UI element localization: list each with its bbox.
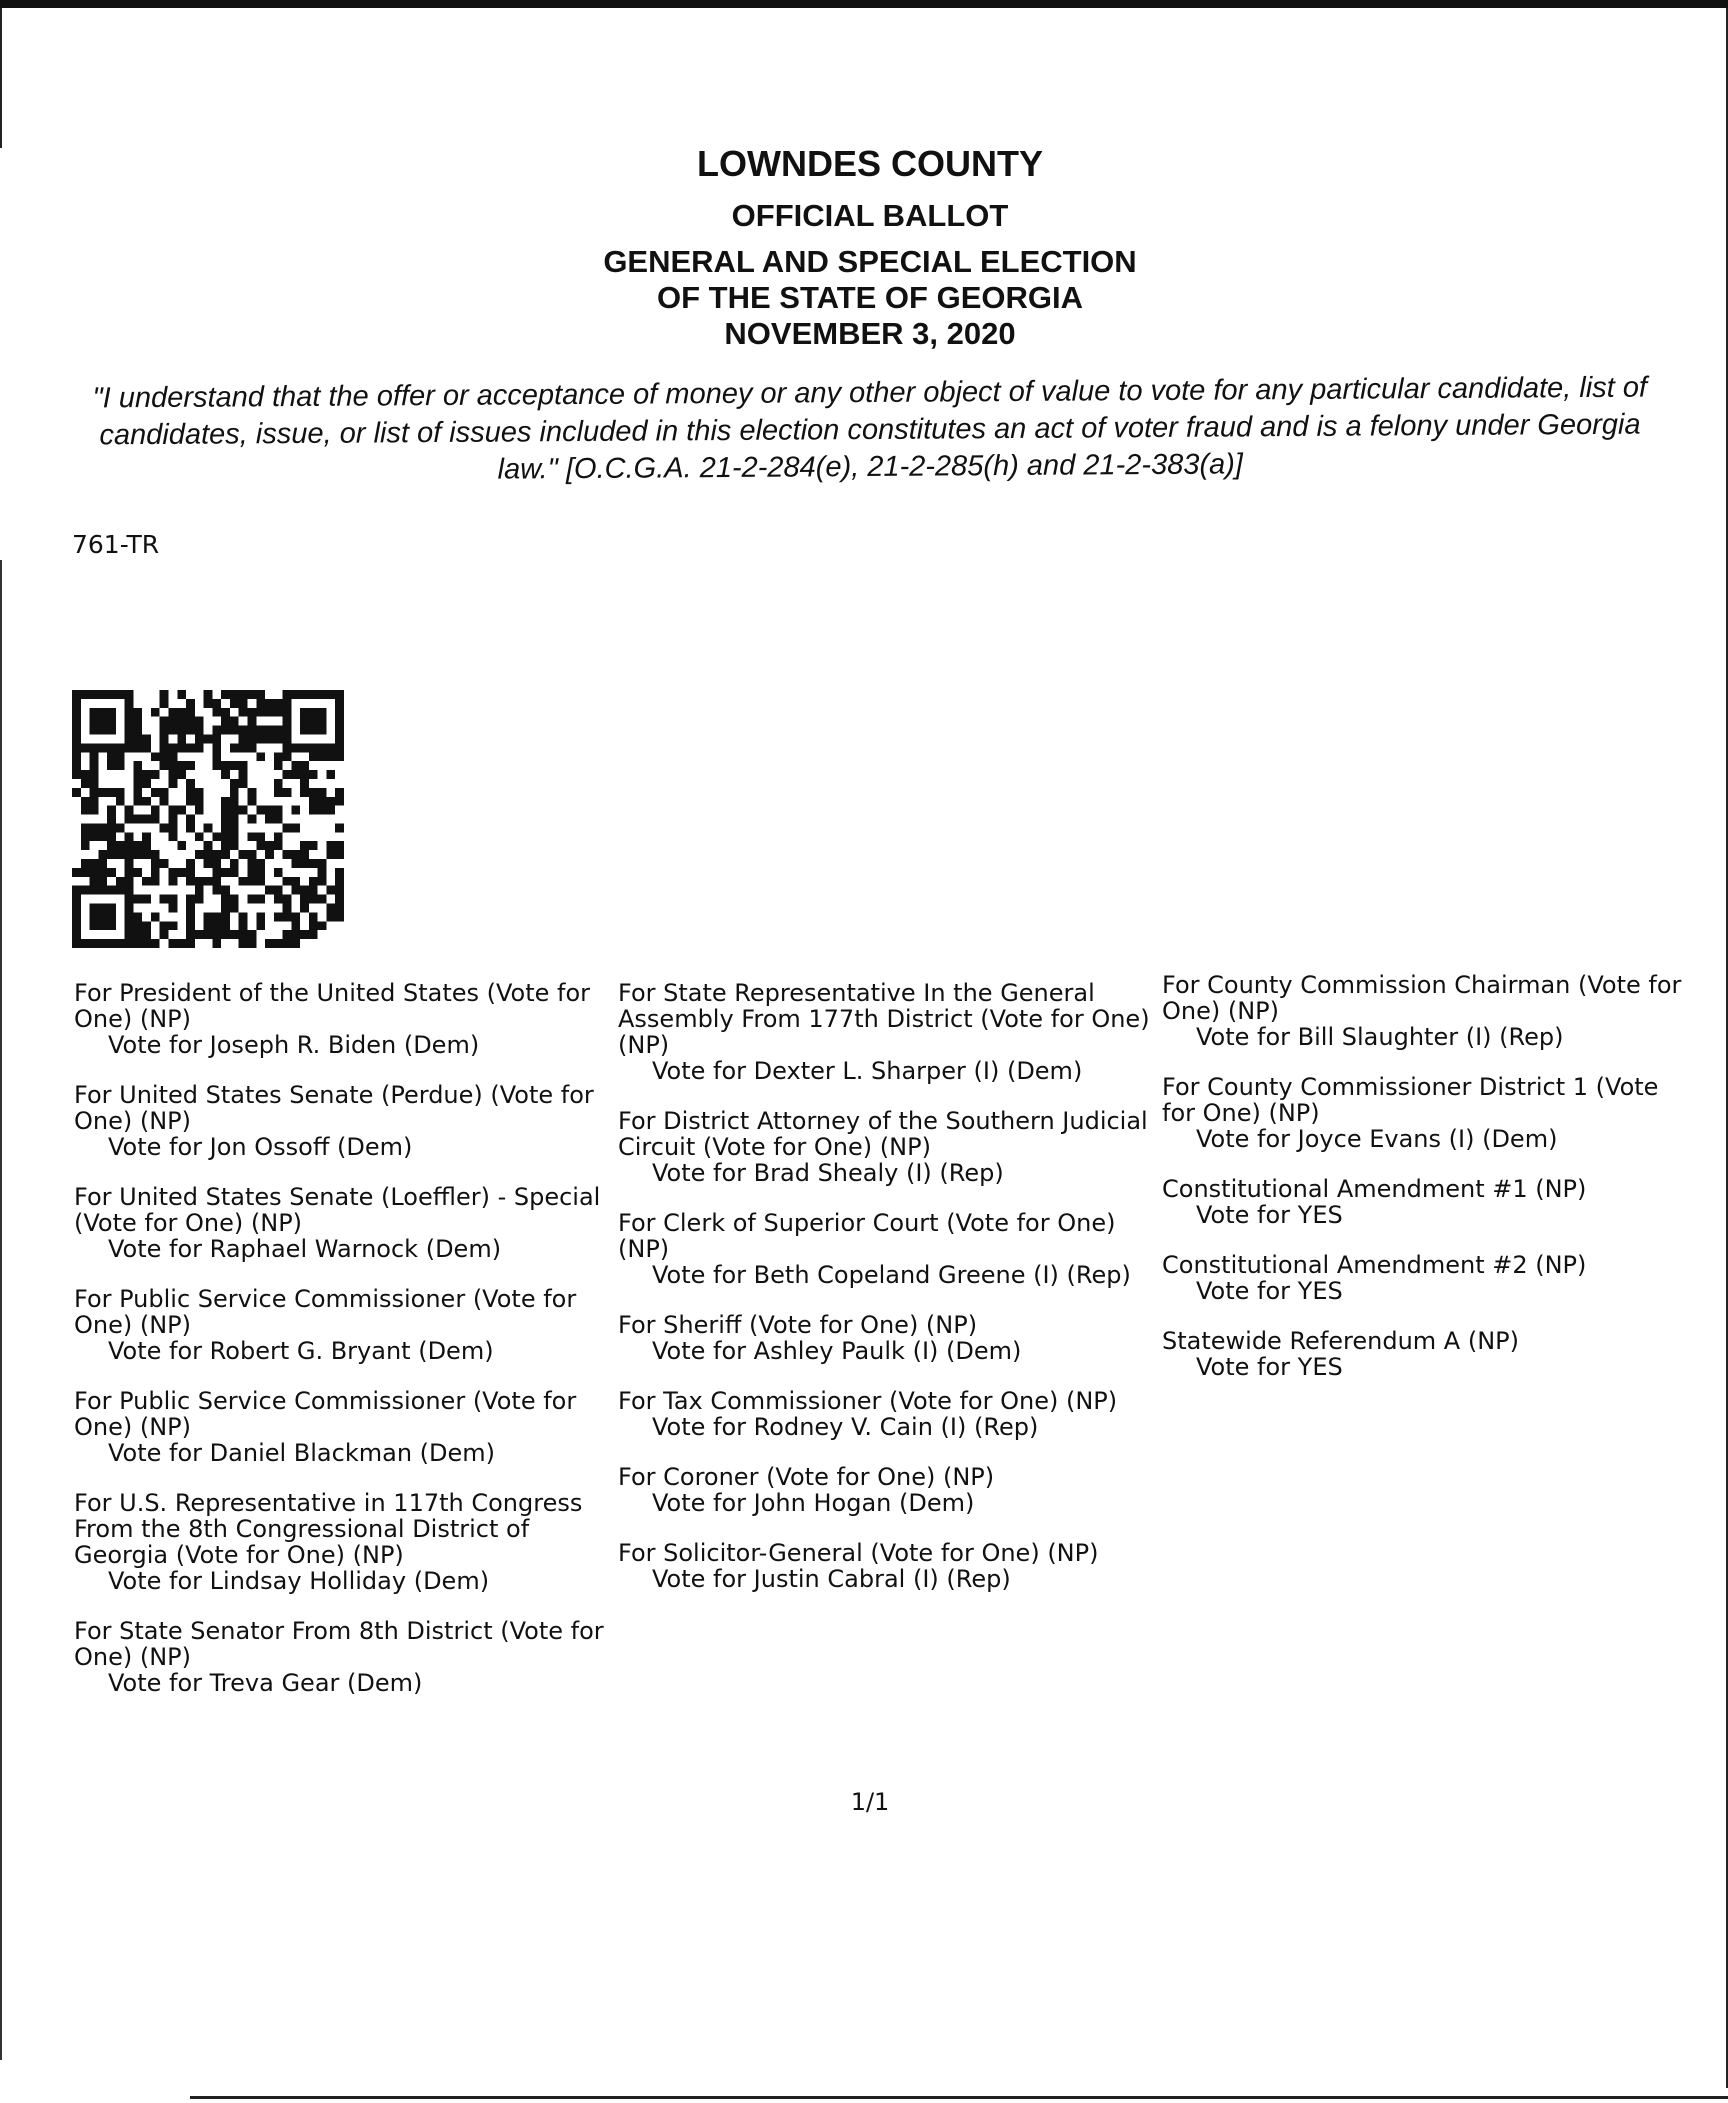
vote-selection: Vote for Dexter L. Sharper (I) (Dem) (652, 1057, 1083, 1085)
election-title-line1: GENERAL AND SPECIAL ELECTION (603, 244, 1137, 279)
contest-title: For County Commissioner District 1 (Vote for One) (NP) (1162, 1073, 1659, 1127)
voter-fraud-statement: "I understand that the offer or acceptance of money or any other object of value to vote for any particular candidate, list of candidates, issue, or list of issues included in this election constitutes an act of voter fraud and is a felony under Georgia law." [O.C.G.A. 21-2-284(e), 21-2-285(h) and 21-2-383(a)] (92, 371, 1648, 486)
contest-item (618, 980, 1158, 1084)
contest-title: For Public Service Commissioner (Vote for One) (NP) (74, 1285, 577, 1339)
vote-selection: Vote for Jon Ossoff (Dem) (108, 1133, 413, 1161)
vote-selection: Vote for Beth Copeland Greene (I) (Rep) (652, 1261, 1131, 1289)
vote-selection: Vote for John Hogan (Dem) (652, 1489, 975, 1517)
contest-item (74, 1286, 614, 1364)
contest-item (1162, 972, 1682, 1050)
contest-item (74, 980, 614, 1058)
contest-title: For Clerk of Superior Court (Vote for One) (NP) (618, 1209, 1116, 1263)
vote-selection: Vote for Daniel Blackman (Dem) (108, 1439, 496, 1467)
contest-title: For U.S. Representative in 117th Congress From the 8th Congressional District of Georgia (Vote for One) (NP) (74, 1489, 583, 1569)
contest-item (618, 1108, 1158, 1186)
contest-item (74, 1388, 614, 1466)
vote-selection: Vote for Ashley Paulk (I) (Dem) (652, 1337, 1022, 1365)
scan-border-left-lower (0, 560, 2, 2060)
vote-selection: Vote for Justin Cabral (I) (Rep) (652, 1565, 1011, 1593)
contest-item (618, 1312, 1158, 1364)
ballot-style-code: 761-TR (72, 530, 160, 559)
contest-title: For Solicitor-General (Vote for One) (NP) (618, 1539, 1099, 1567)
contest-item (618, 1210, 1158, 1288)
qr-code-icon (72, 690, 344, 948)
contest-title: Statewide Referendum A (NP) (1162, 1327, 1519, 1355)
contest-item (74, 1490, 614, 1594)
vote-selection: Vote for YES (1196, 1353, 1343, 1381)
vote-selection: Vote for Brad Shealy (I) (Rep) (652, 1159, 1004, 1187)
contest-item (1162, 1328, 1682, 1380)
ballot-title: OFFICIAL BALLOT (731, 198, 1009, 233)
vote-selection: Vote for Rodney V. Cain (I) (Rep) (652, 1413, 1039, 1441)
contest-title: For County Commission Chairman (Vote for One) (NP) (1162, 971, 1682, 1025)
vote-selection: Vote for YES (1196, 1201, 1343, 1229)
contest-item (1162, 1074, 1682, 1152)
contest-title: For Coroner (Vote for One) (NP) (618, 1463, 995, 1491)
contest-column-2 (618, 980, 1158, 1616)
contest-item (74, 1082, 614, 1160)
ballot-header (0, 140, 1728, 352)
vote-selection: Vote for Lindsay Holliday (Dem) (108, 1567, 490, 1595)
contest-title: For District Attorney of the Southern Judicial Circuit (Vote for One) (NP) (618, 1107, 1148, 1161)
contest-item (74, 1184, 614, 1262)
contest-title: For President of the United States (Vote for One) (NP) (74, 979, 591, 1033)
scan-border-bottom (190, 2096, 1728, 2099)
contest-title: Constitutional Amendment #2 (NP) (1162, 1251, 1587, 1279)
contest-item (1162, 1252, 1682, 1304)
election-title-line2: OF THE STATE OF GEORGIA (657, 280, 1083, 315)
contest-column-1 (74, 980, 614, 1720)
contest-title: For United States Senate (Perdue) (Vote for One) (NP) (74, 1081, 594, 1135)
contest-item (618, 1464, 1158, 1516)
vote-selection: Vote for Raphael Warnock (Dem) (108, 1235, 502, 1263)
county-title: LOWNDES COUNTY (697, 143, 1043, 184)
contest-item (74, 1618, 614, 1696)
vote-selection: Vote for Bill Slaughter (I) (Rep) (1196, 1023, 1564, 1051)
contest-item (1162, 1176, 1682, 1228)
vote-selection: Vote for Treva Gear (Dem) (108, 1669, 423, 1697)
contest-title: For State Senator From 8th District (Vote for One) (NP) (74, 1617, 604, 1671)
contest-column-3 (1162, 972, 1682, 1404)
contest-title: For Tax Commissioner (Vote for One) (NP) (618, 1387, 1118, 1415)
scan-border-top (0, 0, 1728, 8)
contest-item (618, 1540, 1158, 1592)
vote-selection: Vote for Joseph R. Biden (Dem) (108, 1031, 480, 1059)
vote-selection: Vote for YES (1196, 1277, 1343, 1305)
page-indicator: 1/1 (850, 1788, 890, 1816)
contest-title: For Sheriff (Vote for One) (NP) (618, 1311, 978, 1339)
vote-selection: Vote for Robert G. Bryant (Dem) (108, 1337, 494, 1365)
contest-title: For Public Service Commissioner (Vote for One) (NP) (74, 1387, 577, 1441)
contest-item (618, 1388, 1158, 1440)
contest-title: Constitutional Amendment #1 (NP) (1162, 1175, 1587, 1203)
scan-border-left (0, 8, 2, 148)
election-date: NOVEMBER 3, 2020 (724, 316, 1016, 351)
vote-selection: Vote for Joyce Evans (I) (Dem) (1196, 1125, 1558, 1153)
contest-title: For United States Senate (Loeffler) - Special (Vote for One) (NP) (74, 1183, 601, 1237)
contest-title: For State Representative In the General Assembly From 177th District (Vote for One) (NP) (618, 979, 1150, 1059)
